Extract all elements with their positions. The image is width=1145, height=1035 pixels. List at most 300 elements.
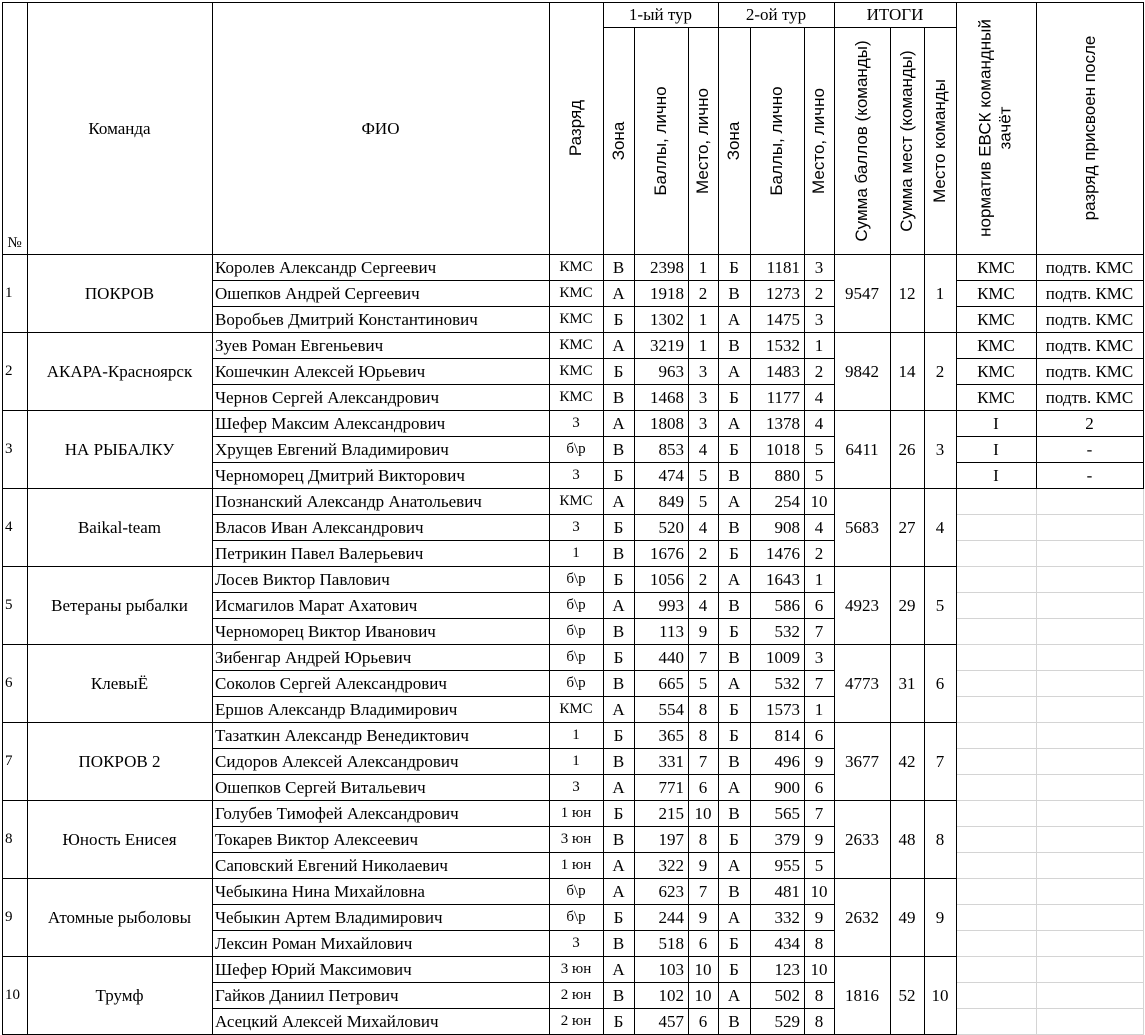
- participant-name: Саповский Евгений Николаевич: [215, 855, 448, 875]
- evsk-norm: КМС: [977, 335, 1015, 355]
- header-sum-places-text: Сумма мест (команды): [897, 49, 916, 232]
- team-name: Юность Енисея: [62, 829, 177, 849]
- grid-line: [804, 27, 805, 255]
- header-points-2-text: Баллы, лично: [767, 85, 786, 196]
- grid-line: [956, 696, 1144, 697]
- tour1-zone: Б: [613, 1011, 624, 1031]
- tour1-place: 8: [698, 725, 708, 745]
- tour1-zone: А: [612, 595, 625, 615]
- tour1-zone: А: [612, 413, 625, 433]
- tour1-place: 10: [694, 803, 712, 823]
- tour1-points: 849: [658, 491, 684, 511]
- tour1-place: 7: [698, 751, 708, 771]
- team-number: 3: [5, 440, 13, 457]
- grid-line: [2, 2, 1144, 3]
- participant-rank: 2 юн: [560, 986, 592, 1003]
- tour1-zone: В: [612, 543, 625, 563]
- grid-line: [718, 2, 719, 255]
- header-points-1-text: Баллы, лично: [651, 85, 670, 196]
- tour1-place: 5: [698, 673, 708, 693]
- participant-name: Зибенгар Андрей Юрьевич: [215, 647, 412, 667]
- header-rank-text: Разряд: [566, 99, 585, 157]
- tour2-zone: А: [727, 491, 741, 511]
- team-place: 9: [935, 907, 945, 927]
- participant-rank: б\р: [566, 596, 586, 613]
- tour1-points: 1808: [650, 413, 684, 433]
- tour1-zone: В: [612, 751, 625, 771]
- grid-line: [890, 254, 891, 1035]
- team-name: Baikal-team: [77, 517, 162, 537]
- participant-name: Черноморец Дмитрий Викторович: [215, 465, 465, 485]
- grid-line: [2, 2, 3, 255]
- team-number: 7: [5, 752, 13, 769]
- tour1-zone: В: [612, 829, 625, 849]
- grid-line: [924, 254, 925, 1035]
- grid-line: [549, 254, 550, 1035]
- grid-line: [834, 2, 835, 255]
- tour1-points: 554: [658, 699, 684, 719]
- participant-rank: 3: [572, 518, 580, 535]
- tour2-zone: Б: [729, 959, 739, 979]
- evsk-norm: КМС: [977, 257, 1015, 277]
- header-zone-1: [603, 27, 634, 254]
- participant-name: Ершов Александр Владимирович: [215, 699, 458, 719]
- tour2-zone: Б: [729, 439, 739, 459]
- tour2-place: 10: [810, 491, 828, 511]
- participant-rank: 3 юн: [560, 830, 592, 847]
- grid-line: [834, 254, 835, 1035]
- participant-name: Власов Иван Александрович: [215, 517, 424, 537]
- evsk-norm: КМС: [977, 387, 1015, 407]
- grid-line: [1143, 488, 1144, 1035]
- grid-line: [956, 254, 957, 1035]
- header-rank-after: [1036, 2, 1143, 254]
- grid-line: [2, 254, 3, 1035]
- tour1-zone: Б: [613, 309, 624, 329]
- tour2-zone: А: [727, 309, 741, 329]
- participant-name: Петрикин Павел Валерьевич: [215, 543, 424, 563]
- team-place: 7: [935, 751, 945, 771]
- grid-line: [1143, 2, 1144, 255]
- team-sum-points: 3677: [845, 751, 879, 771]
- team-name: Трумф: [95, 985, 144, 1005]
- tour2-points: 332: [774, 907, 800, 927]
- team-place: 2: [935, 361, 945, 381]
- participant-rank: б\р: [566, 622, 586, 639]
- tour2-points: 1181: [766, 257, 800, 277]
- tour1-place: 9: [698, 907, 708, 927]
- team-sum-points: 4773: [845, 673, 879, 693]
- tour2-points: 1475: [766, 309, 800, 329]
- tour2-points: 565: [774, 803, 800, 823]
- participant-rank: 1: [572, 726, 580, 743]
- team-sum-places: 29: [898, 595, 916, 615]
- header-zone-2-text: Зона: [724, 121, 743, 160]
- header-totals: ИТОГИ: [866, 5, 924, 24]
- participant-rank: б\р: [566, 570, 586, 587]
- grid-line: [549, 2, 550, 255]
- team-sum-points: 2633: [845, 829, 879, 849]
- tour2-zone: Б: [729, 725, 739, 745]
- participant-name: Голубев Тимофей Александрович: [215, 803, 459, 823]
- participant-rank: КМС: [559, 258, 593, 275]
- tour1-zone: В: [612, 933, 625, 953]
- team-sum-places: 31: [898, 673, 916, 693]
- team-sum-points: 9547: [845, 283, 879, 303]
- tour1-zone: А: [612, 699, 625, 719]
- team-number: 8: [5, 830, 13, 847]
- team-number: 2: [5, 362, 13, 379]
- participant-name: Соколов Сергей Александрович: [215, 673, 447, 693]
- tour1-points: 771: [658, 777, 684, 797]
- tour2-points: 1018: [766, 439, 800, 459]
- team-name: ПОКРОВ 2: [78, 751, 161, 771]
- rank-after: подтв. КМС: [1045, 309, 1134, 329]
- grid-line: [956, 1008, 1144, 1009]
- rank-after: -: [1086, 439, 1093, 459]
- header-team-place-text: Место команды: [930, 78, 949, 203]
- tour1-zone: Б: [613, 803, 624, 823]
- tour1-zone: Б: [613, 647, 624, 667]
- grid-line: [212, 2, 213, 255]
- participant-rank: б\р: [566, 908, 586, 925]
- tour1-place: 4: [698, 595, 708, 615]
- tour2-zone: А: [727, 985, 741, 1005]
- tour2-zone: В: [728, 751, 740, 771]
- tour1-points: 102: [658, 985, 684, 1005]
- participant-name: Лосев Виктор Павлович: [215, 569, 390, 589]
- grid-line: [956, 488, 1144, 489]
- tour1-zone: Б: [613, 907, 624, 927]
- tour1-points: 520: [658, 517, 684, 537]
- grid-line: [924, 27, 925, 255]
- tour1-points: 365: [658, 725, 684, 745]
- tour1-place: 7: [698, 881, 708, 901]
- participant-rank: 3: [572, 778, 580, 795]
- participant-rank: б\р: [566, 674, 586, 691]
- team-number: 9: [5, 908, 13, 925]
- tour1-place: 4: [698, 517, 708, 537]
- tour2-zone: Б: [729, 829, 739, 849]
- participant-rank: б\р: [566, 882, 586, 899]
- header-place-2: [804, 27, 834, 254]
- tour1-zone: А: [612, 959, 625, 979]
- tour1-zone: В: [612, 257, 625, 277]
- tour1-zone: Б: [613, 725, 624, 745]
- tour1-zone: Б: [613, 569, 624, 589]
- grid-line: [27, 254, 28, 1035]
- tour1-zone: В: [612, 387, 625, 407]
- grid-line: [603, 27, 957, 28]
- team-sum-places: 48: [898, 829, 916, 849]
- tour2-place: 4: [814, 387, 824, 407]
- evsk-norm: КМС: [977, 309, 1015, 329]
- tour2-place: 7: [814, 803, 824, 823]
- tour1-points: 1676: [650, 543, 684, 563]
- rank-after: 2: [1085, 413, 1094, 433]
- tour1-points: 1056: [650, 569, 684, 589]
- participant-rank: б\р: [566, 648, 586, 665]
- rank-after: подтв. КМС: [1045, 387, 1134, 407]
- team-name: НА РЫБАЛКУ: [64, 439, 175, 459]
- tour2-place: 7: [814, 621, 824, 641]
- tour2-place: 9: [814, 751, 824, 771]
- grid-line: [603, 2, 604, 255]
- tour1-place: 9: [698, 621, 708, 641]
- participant-name: Гайков Даниил Петрович: [215, 985, 399, 1005]
- participant-name: Королев Александр Сергеевич: [215, 257, 437, 277]
- participant-name: Исмагилов Марат Ахатович: [215, 595, 418, 615]
- participant-rank: КМС: [559, 700, 593, 717]
- grid-line: [688, 27, 689, 255]
- participant-rank: 1 юн: [560, 804, 592, 821]
- header-sum-places: [890, 27, 924, 254]
- tour1-place: 1: [698, 309, 708, 329]
- tour1-zone: В: [612, 621, 625, 641]
- team-sum-points: 9842: [845, 361, 879, 381]
- team-sum-points: 4923: [845, 595, 879, 615]
- tour1-points: 322: [658, 855, 684, 875]
- tour1-points: 197: [658, 829, 684, 849]
- tour2-points: 379: [774, 829, 800, 849]
- tour1-place: 6: [698, 933, 708, 953]
- team-name: Ветераны рыбалки: [51, 595, 188, 615]
- header-points-2: [750, 27, 804, 254]
- tour2-zone: В: [728, 335, 740, 355]
- tour1-points: 457: [658, 1011, 684, 1031]
- header-sum-points: [834, 27, 890, 254]
- grid-line: [956, 800, 1144, 801]
- grid-line: [1036, 2, 1037, 255]
- tour1-points: 331: [658, 751, 684, 771]
- tour2-place: 6: [814, 725, 824, 745]
- tour2-zone: В: [728, 647, 740, 667]
- tour1-points: 853: [658, 439, 684, 459]
- tour2-points: 1643: [766, 569, 800, 589]
- tour1-points: 113: [659, 621, 684, 641]
- tour2-place: 9: [814, 907, 824, 927]
- team-place: 8: [935, 829, 945, 849]
- tour2-zone: В: [728, 283, 740, 303]
- tour1-place: 3: [698, 413, 708, 433]
- participant-name: Лексин Роман Михайлович: [215, 933, 413, 953]
- tour1-place: 1: [698, 335, 708, 355]
- participant-name: Чернов Сергей Александрович: [215, 387, 440, 407]
- participant-rank: КМС: [559, 310, 593, 327]
- tour1-place: 3: [698, 387, 708, 407]
- tour1-points: 963: [658, 361, 684, 381]
- tour2-place: 5: [814, 439, 824, 459]
- team-number: 1: [5, 284, 13, 301]
- participant-name: Тазаткин Александр Венедиктович: [215, 725, 469, 745]
- team-name: АКАРА-Красноярск: [46, 361, 193, 381]
- tour2-zone: Б: [729, 933, 739, 953]
- header-place-1-text: Место, лично: [693, 87, 712, 194]
- tour2-zone: В: [728, 803, 740, 823]
- team-number: 5: [5, 596, 13, 613]
- tour2-zone: В: [728, 517, 740, 537]
- tour2-points: 1483: [766, 361, 800, 381]
- participant-rank: КМС: [559, 362, 593, 379]
- tour2-place: 6: [814, 595, 824, 615]
- team-name: ПОКРОВ: [84, 283, 155, 303]
- participant-name: Ошепков Сергей Витальевич: [215, 777, 426, 797]
- tour2-points: 908: [774, 517, 800, 537]
- tour2-place: 2: [814, 543, 824, 563]
- tour2-points: 529: [774, 1011, 800, 1031]
- tour1-zone: А: [612, 777, 625, 797]
- tour2-points: 1177: [766, 387, 800, 407]
- participant-name: Познанский Александр Анатольевич: [215, 491, 482, 511]
- tour2-points: 586: [774, 595, 800, 615]
- participant-rank: КМС: [559, 336, 593, 353]
- header-rank: [549, 2, 603, 254]
- rank-after: подтв. КМС: [1045, 283, 1134, 303]
- tour1-zone: А: [612, 491, 625, 511]
- evsk-norm: I: [993, 465, 999, 485]
- tour2-place: 8: [814, 985, 824, 1005]
- tour1-place: 5: [698, 465, 708, 485]
- rank-after: подтв. КМС: [1045, 257, 1134, 277]
- tour1-points: 993: [658, 595, 684, 615]
- header-tour2: 2-ой тур: [745, 5, 807, 24]
- tour2-place: 5: [814, 855, 824, 875]
- tour1-zone: В: [612, 985, 625, 1005]
- tour2-zone: А: [727, 777, 741, 797]
- tour2-points: 1378: [766, 413, 800, 433]
- tour2-zone: А: [727, 855, 741, 875]
- tour1-points: 440: [658, 647, 684, 667]
- team-number: 4: [5, 518, 13, 535]
- tour1-points: 1918: [650, 283, 684, 303]
- participant-rank: 3: [572, 934, 580, 951]
- participant-rank: КМС: [559, 492, 593, 509]
- tour2-zone: Б: [729, 699, 739, 719]
- grid-line: [27, 2, 28, 255]
- tour2-zone: Б: [729, 621, 739, 641]
- participant-name: Шефер Максим Александрович: [215, 413, 446, 433]
- tour1-place: 8: [698, 699, 708, 719]
- tour2-place: 8: [814, 933, 824, 953]
- tour1-place: 7: [698, 647, 708, 667]
- grid-line: [956, 644, 1144, 645]
- participant-rank: 1: [572, 544, 580, 561]
- participant-rank: 3: [572, 466, 580, 483]
- participant-name: Воробьев Дмитрий Константинович: [215, 309, 478, 329]
- tour1-zone: Б: [613, 517, 624, 537]
- team-place: 5: [935, 595, 945, 615]
- team-sum-places: 42: [898, 751, 916, 771]
- tour1-zone: В: [612, 673, 625, 693]
- team-sum-points: 2632: [845, 907, 879, 927]
- header-number: №: [7, 234, 22, 251]
- participant-name: Ошепков Андрей Сергеевич: [215, 283, 420, 303]
- participant-rank: б\р: [566, 440, 586, 457]
- tour2-place: 1: [814, 569, 824, 589]
- team-sum-places: 12: [898, 283, 916, 303]
- grid-line: [956, 618, 1144, 619]
- team-name: Атомные рыболовы: [47, 907, 192, 927]
- tour2-place: 10: [810, 959, 828, 979]
- rank-after: -: [1086, 465, 1093, 485]
- tour2-zone: В: [728, 881, 740, 901]
- grid-line: [956, 514, 1144, 515]
- team-sum-points: 5683: [845, 517, 879, 537]
- team-place: 4: [935, 517, 945, 537]
- tour2-place: 4: [814, 517, 824, 537]
- tour2-zone: А: [727, 907, 741, 927]
- header-rank-after-text: разряд присвоен после: [1079, 35, 1099, 221]
- grid-line: [750, 254, 751, 1035]
- tour1-place: 10: [694, 985, 712, 1005]
- tour2-place: 3: [814, 647, 824, 667]
- evsk-norm: I: [993, 413, 999, 433]
- team-name: КлевыЁ: [90, 673, 149, 693]
- tour2-place: 1: [814, 335, 824, 355]
- tour2-zone: Б: [729, 387, 739, 407]
- participant-rank: 1 юн: [560, 856, 592, 873]
- grid-line: [956, 592, 1144, 593]
- tour1-points: 1302: [650, 309, 684, 329]
- team-place: 6: [935, 673, 945, 693]
- grid-line: [634, 27, 635, 255]
- tour2-zone: В: [728, 1011, 740, 1031]
- grid-line: [956, 566, 1144, 567]
- tour2-place: 6: [814, 777, 824, 797]
- grid-line: [956, 852, 1144, 853]
- tour2-points: 880: [774, 465, 800, 485]
- evsk-norm: КМС: [977, 361, 1015, 381]
- team-place: 1: [935, 283, 945, 303]
- grid-line: [956, 748, 1144, 749]
- tour1-points: 474: [658, 465, 684, 485]
- rank-after: подтв. КМС: [1045, 361, 1134, 381]
- participant-name: Шефер Юрий Максимович: [215, 959, 412, 979]
- grid-line: [956, 956, 1144, 957]
- tour2-zone: А: [727, 361, 741, 381]
- participant-name: Хрущев Евгений Владимирович: [215, 439, 449, 459]
- grid-line: [1036, 488, 1037, 1035]
- tour2-place: 3: [814, 309, 824, 329]
- tour1-points: 1468: [650, 387, 684, 407]
- tour2-points: 434: [774, 933, 800, 953]
- participant-rank: КМС: [559, 388, 593, 405]
- tour2-place: 2: [814, 283, 824, 303]
- header-norm-text: норматив ЕВСК командный зачёт: [975, 19, 1015, 237]
- participant-name: Черноморец Виктор Иванович: [215, 621, 436, 641]
- tour2-zone: А: [727, 673, 741, 693]
- tour2-zone: Б: [729, 543, 739, 563]
- grid-line: [956, 774, 1144, 775]
- tour2-points: 496: [774, 751, 800, 771]
- tour1-zone: А: [612, 335, 625, 355]
- tour1-points: 518: [658, 933, 684, 953]
- header-points-1: [634, 27, 688, 254]
- grid-line: [1036, 254, 1037, 489]
- team-sum-places: 27: [898, 517, 916, 537]
- tour2-place: 3: [814, 257, 824, 277]
- grid-line: [956, 722, 1144, 723]
- grid-line: [956, 982, 1144, 983]
- header-place-2-text: Место, лично: [809, 87, 828, 194]
- tour2-points: 1476: [766, 543, 800, 563]
- team-place: 10: [931, 985, 949, 1005]
- grid-line: [804, 254, 805, 1035]
- team-sum-places: 26: [898, 439, 916, 459]
- grid-line: [956, 826, 1144, 827]
- tour1-place: 2: [698, 543, 708, 563]
- tour1-place: 6: [698, 777, 708, 797]
